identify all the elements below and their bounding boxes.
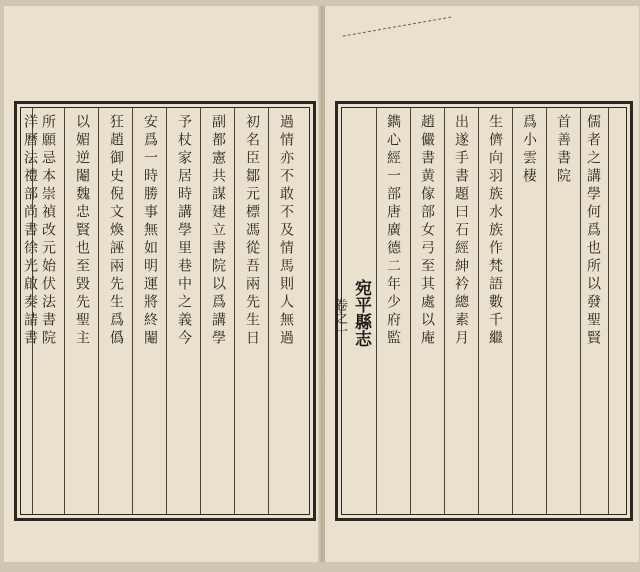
right-page — [324, 6, 639, 562]
text-column: 儒者之講學何爲也所以發聖賢 — [585, 114, 601, 348]
text-column: 首善書院 — [555, 114, 571, 186]
text-column: 生儕向羽族水族作梵語數千繼 — [487, 114, 503, 348]
left-page — [4, 6, 323, 562]
text-column: 趙儼書黄傢部女弓至其處以庵 — [419, 114, 435, 348]
text-column: 洋曆法禮部尚書徐光啟奏請書 — [22, 114, 38, 348]
heart-volume: 卷之一 — [332, 297, 347, 337]
pencil-mark — [343, 17, 454, 49]
block-heart — [332, 108, 374, 514]
text-column: 初名臣鄒元標馮從吾兩先生日 — [244, 114, 260, 348]
heart-title: 宛平縣志 — [351, 279, 371, 347]
text-column: 過情亦不敢不及情馬則人無過 — [278, 114, 294, 348]
text-column: 予杖家居時講學里巷中之義今 — [176, 114, 192, 348]
text-column: 以媚逆閹魏忠賢也至毀先聖主 — [74, 114, 90, 348]
text-column: 出遂手書題曰石經紳衿總素月 — [453, 114, 469, 348]
text-column: 鐫心經一部唐廣德二年少府監 — [385, 114, 401, 348]
text-column: 狂趙御史倪文煥誣兩先生爲僞 — [108, 114, 124, 348]
left-text-frame — [14, 101, 316, 521]
text-column: 副都憲共謀建立書院以爲講學 — [210, 114, 226, 348]
text-column: 安爲一時勝事無如明運將終閹 — [142, 114, 158, 348]
text-column: 所願忌本崇禎改元始伏法書院 — [40, 114, 56, 348]
right-text-frame — [332, 101, 633, 521]
text-column: 爲小雲棲 — [521, 114, 537, 186]
